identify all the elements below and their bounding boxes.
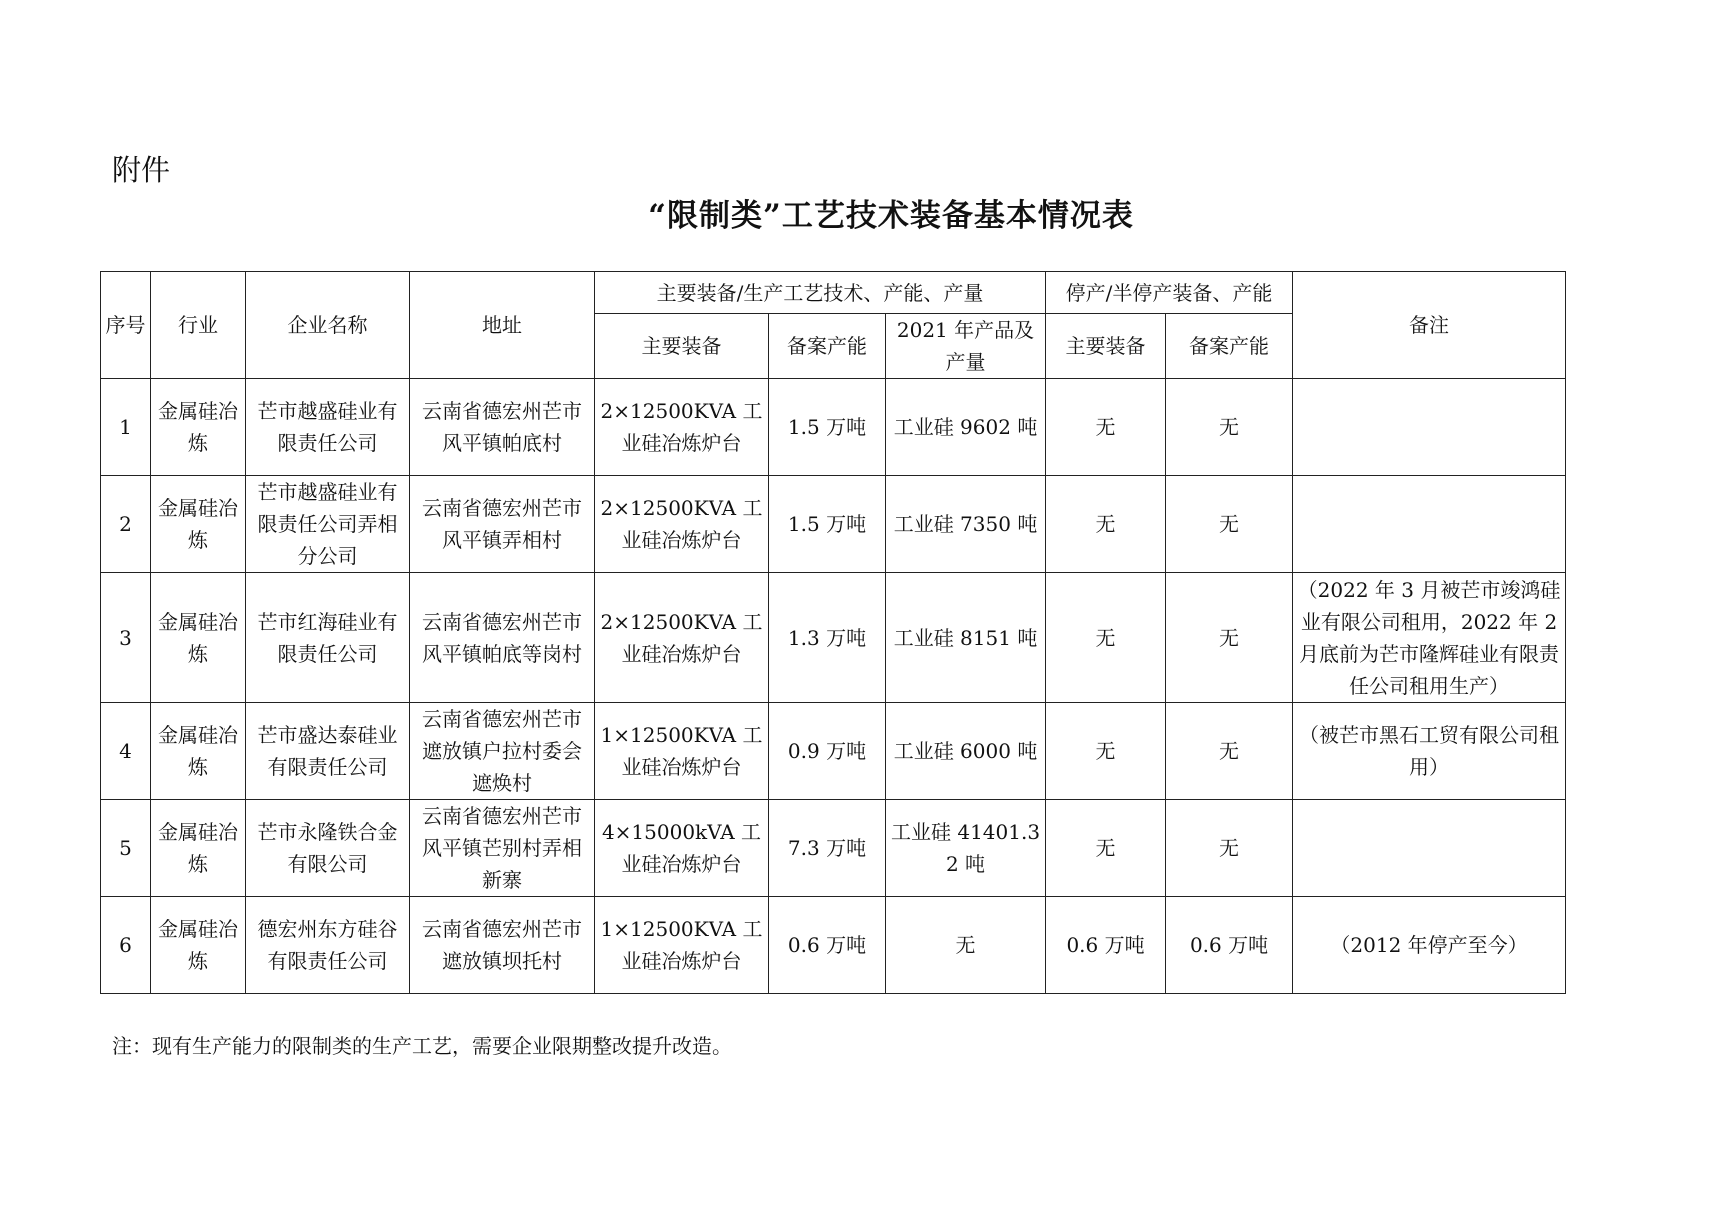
cell-industry: 金属硅冶炼 — [151, 800, 246, 897]
table-row — [101, 573, 1566, 703]
header-seq: 序号 — [101, 272, 151, 379]
cell-stop-equipment: 无 — [1046, 573, 1166, 703]
equipment-table — [100, 271, 1566, 994]
header-address: 地址 — [410, 272, 595, 379]
cell-company: 芒市红海硅业有限责任公司 — [246, 573, 410, 703]
cell-remark: （2012 年停产至今） — [1293, 897, 1566, 994]
cell-remark — [1293, 476, 1566, 573]
cell-product: 工业硅 7350 吨 — [886, 476, 1046, 573]
table-row — [101, 379, 1566, 476]
cell-industry: 金属硅冶炼 — [151, 897, 246, 994]
cell-industry: 金属硅冶炼 — [151, 573, 246, 703]
header-industry: 行业 — [151, 272, 246, 379]
cell-seq: 1 — [101, 379, 151, 476]
header-stop-capacity: 备案产能 — [1166, 314, 1293, 379]
cell-seq: 5 — [101, 800, 151, 897]
cell-remark: （2022 年 3 月被芒市竣鸿硅业有限公司租用，2022 年 2 月底前为芒市隆辉硅业有限责任公司租用生产） — [1293, 573, 1566, 703]
cell-stop-capacity: 无 — [1166, 476, 1293, 573]
cell-equipment: 2×12500KVA 工业硅冶炼炉台 — [595, 379, 769, 476]
table-row — [101, 897, 1566, 994]
header-company: 企业名称 — [246, 272, 410, 379]
cell-stop-equipment: 无 — [1046, 379, 1166, 476]
header-main-group: 主要装备/生产工艺技术、产能、产量 — [595, 272, 1046, 314]
cell-company: 德宏州东方硅谷有限责任公司 — [246, 897, 410, 994]
cell-remark — [1293, 800, 1566, 897]
cell-industry: 金属硅冶炼 — [151, 703, 246, 800]
cell-address: 云南省德宏州芒市风平镇帕底村 — [410, 379, 595, 476]
cell-seq: 3 — [101, 573, 151, 703]
header-remark: 备注 — [1293, 272, 1566, 379]
table-row — [101, 800, 1566, 897]
cell-company: 芒市盛达泰硅业有限责任公司 — [246, 703, 410, 800]
cell-seq: 4 — [101, 703, 151, 800]
cell-seq: 6 — [101, 897, 151, 994]
cell-company: 芒市越盛硅业有限责任公司 — [246, 379, 410, 476]
cell-stop-capacity: 0.6 万吨 — [1166, 897, 1293, 994]
cell-stop-equipment: 0.6 万吨 — [1046, 897, 1166, 994]
cell-stop-capacity: 无 — [1166, 800, 1293, 897]
header-filed-capacity: 备案产能 — [769, 314, 886, 379]
cell-equipment: 2×12500KVA 工业硅冶炼炉台 — [595, 476, 769, 573]
cell-stop-equipment: 无 — [1046, 703, 1166, 800]
header-stop-equipment: 主要装备 — [1046, 314, 1166, 379]
cell-product: 工业硅 6000 吨 — [886, 703, 1046, 800]
cell-stop-equipment: 无 — [1046, 800, 1166, 897]
cell-address: 云南省德宏州芒市风平镇弄相村 — [410, 476, 595, 573]
cell-seq: 2 — [101, 476, 151, 573]
cell-equipment: 1×12500KVA 工业硅冶炼炉台 — [595, 703, 769, 800]
cell-stop-equipment: 无 — [1046, 476, 1166, 573]
cell-product: 工业硅 41401.32 吨 — [886, 800, 1046, 897]
cell-address: 云南省德宏州芒市风平镇芒别村弄相新寨 — [410, 800, 595, 897]
header-product-2021: 2021 年产品及产量 — [886, 314, 1046, 379]
cell-capacity: 7.3 万吨 — [769, 800, 886, 897]
cell-equipment: 4×15000kVA 工业硅冶炼炉台 — [595, 800, 769, 897]
header-stop-group: 停产/半停产装备、产能 — [1046, 272, 1293, 314]
cell-capacity: 1.3 万吨 — [769, 573, 886, 703]
cell-product: 工业硅 9602 吨 — [886, 379, 1046, 476]
cell-address: 云南省德宏州芒市风平镇帕底等岗村 — [410, 573, 595, 703]
cell-capacity: 0.9 万吨 — [769, 703, 886, 800]
cell-remark: （被芒市黑石工贸有限公司租用） — [1293, 703, 1566, 800]
cell-product: 工业硅 8151 吨 — [886, 573, 1046, 703]
cell-stop-capacity: 无 — [1166, 573, 1293, 703]
cell-equipment: 2×12500KVA 工业硅冶炼炉台 — [595, 573, 769, 703]
cell-product: 无 — [886, 897, 1046, 994]
cell-address: 云南省德宏州芒市遮放镇户拉村委会遮焕村 — [410, 703, 595, 800]
cell-capacity: 1.5 万吨 — [769, 379, 886, 476]
footnote: 注：现有生产能力的限制类的生产工艺，需要企业限期整改提升改造。 — [112, 1034, 732, 1058]
attachment-label: 附件 — [112, 153, 171, 187]
cell-stop-capacity: 无 — [1166, 703, 1293, 800]
cell-address: 云南省德宏州芒市遮放镇坝托村 — [410, 897, 595, 994]
cell-capacity: 0.6 万吨 — [769, 897, 886, 994]
cell-industry: 金属硅冶炼 — [151, 379, 246, 476]
cell-remark — [1293, 379, 1566, 476]
document-title: “限制类”工艺技术装备基本情况表 — [648, 198, 1134, 234]
table-row — [101, 703, 1566, 800]
header-main-equipment: 主要装备 — [595, 314, 769, 379]
cell-company: 芒市越盛硅业有限责任公司弄相分公司 — [246, 476, 410, 573]
cell-equipment: 1×12500KVA 工业硅冶炼炉台 — [595, 897, 769, 994]
cell-industry: 金属硅冶炼 — [151, 476, 246, 573]
cell-stop-capacity: 无 — [1166, 379, 1293, 476]
cell-company: 芒市永隆铁合金有限公司 — [246, 800, 410, 897]
table-row — [101, 476, 1566, 573]
cell-capacity: 1.5 万吨 — [769, 476, 886, 573]
